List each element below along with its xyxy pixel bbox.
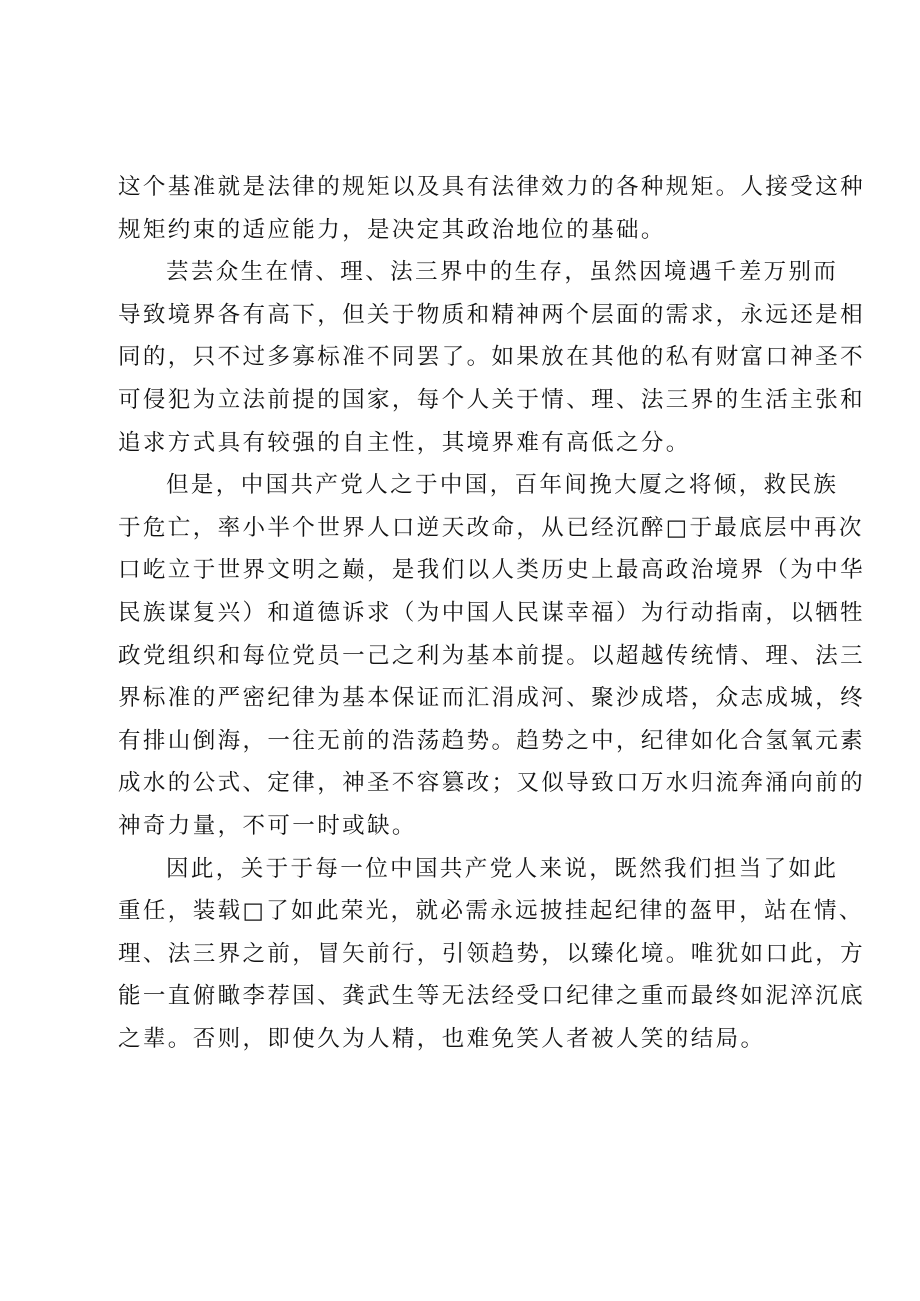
text-line: 这个基准就是法律的规矩以及具有法律效力的各种规矩。人接受这种 — [118, 174, 866, 200]
text-line: 导致境界各有高下，但关于物质和精神两个层面的需求，永远还是相 — [118, 301, 866, 328]
text-line: 能一直俯瞰李荐国、龚武生等无法经受口纪律之重而最终如泥淬沉底 — [118, 983, 866, 1010]
text-line: 追求方式具有较强的自主性，其境界难有高低之分。 — [118, 429, 691, 456]
text-line: 可侵犯为立法前提的国家，每个人关于情、理、法三界的生活主张和 — [118, 386, 866, 413]
text-line: 民族谋复兴）和道德诉求（为中国人民谋幸福）为行动指南，以牺牲 — [118, 599, 866, 626]
paragraph-first-line: 因此，关于于每一位中国共产党人来说，既然我们担当了如此 — [166, 855, 839, 882]
text-line: 之辈。否则，即使久为人精，也难免笑人者被人笑的结局。 — [118, 1025, 766, 1052]
text-line: 政党组织和每位党员一己之利为基本前提。以超越传统情、理、法三 — [118, 642, 866, 669]
text-line: 理、法三界之前，冒矢前行，引领趋势，以臻化境。唯犹如口此，方 — [118, 940, 866, 967]
text-line: 重任，装载□了如此荣光，就必需永远披挂起纪律的盔甲，站在情、 — [118, 898, 864, 925]
text-line: 同的，只不过多寡标准不同罢了。如果放在其他的私有财富口神圣不 — [118, 344, 866, 371]
paragraph-first-line: 芸芸众生在情、理、法三界中的生存，虽然因境遇千差万别而 — [166, 259, 839, 286]
text-line: 口屹立于世界文明之巅，是我们以人类历史上最高政治境界（为中华 — [118, 557, 866, 584]
body-text — [118, 166, 866, 1060]
text-line: 于危亡，率小半个世界人口逆天改命，从已经沉醉□于最底层中再次 — [118, 514, 864, 541]
text-line: 神奇力量，不可一时或缺。 — [118, 812, 417, 839]
text-line: 成水的公式、定律，神圣不容篡改；又似导致口万水归流奔涌向前的 — [118, 770, 866, 797]
text-line: 界标准的严密纪律为基本保证而汇涓成河、聚沙成塔，众志成城，终 — [118, 685, 866, 712]
paragraph-first-line: 但是，中国共产党人之于中国，百年间挽大厦之将倾，救民族 — [166, 472, 839, 499]
text-line: 有排山倒海，一往无前的浩荡趋势。趋势之中，纪律如化合氢氧元素 — [118, 727, 866, 754]
text-line: 规矩约束的适应能力，是决定其政治地位的基础。 — [118, 216, 666, 243]
